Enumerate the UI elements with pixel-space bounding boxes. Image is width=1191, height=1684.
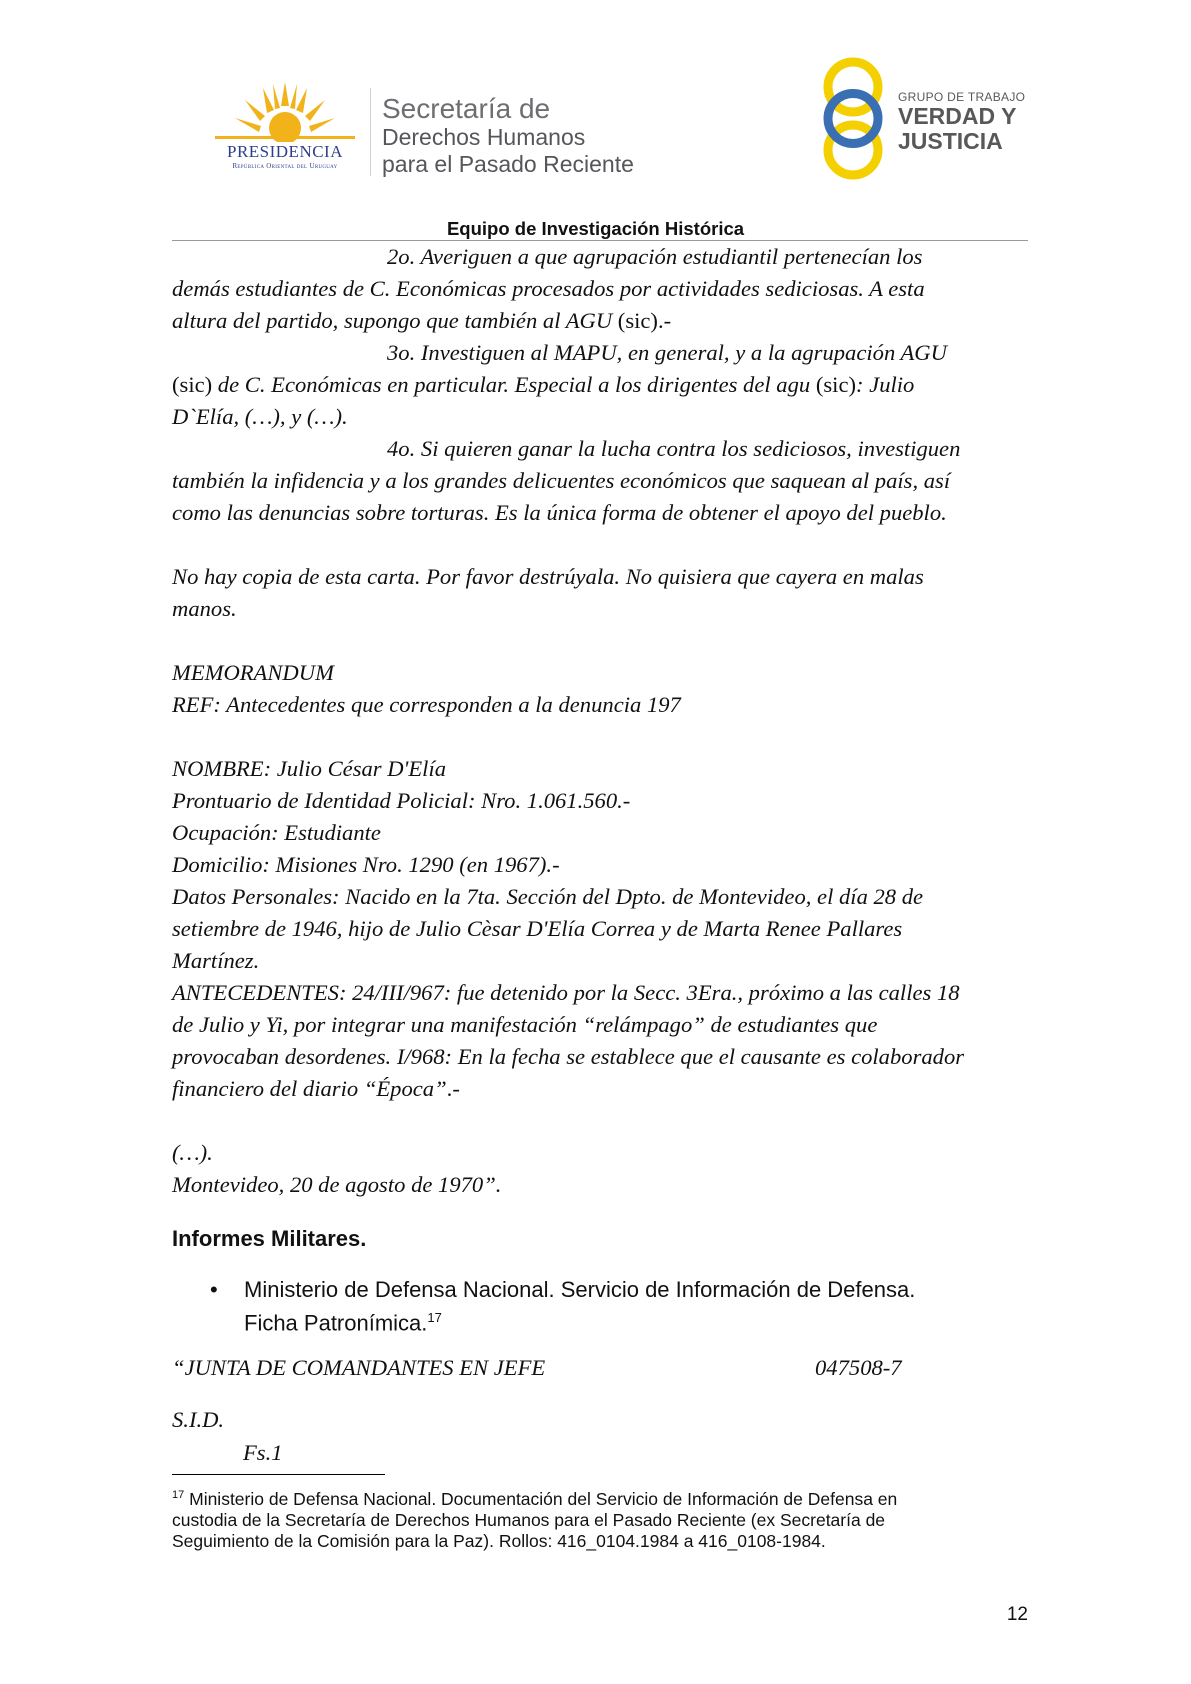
spacer [172, 1105, 1028, 1137]
antecedentes-line4-tail: .- [446, 1076, 460, 1101]
antecedentes-line2: de Julio y Yi, por integrar una manifestación “relámpago” de estudiantes que [172, 1012, 878, 1037]
item4-line1: 4o. Si quieren ganar la lucha contra los sediciosos, investiguen [387, 436, 961, 461]
footnote-line1 [172, 1485, 1028, 1510]
item3-line2-a: de C. Económicas en particular. Especial a los dirigentes del agu [212, 372, 816, 397]
datos-line1: Datos Personales: Nacido en la 7ta. Sección del Dpto. de Montevideo, el día 28 de [172, 884, 924, 909]
closing-line1: No hay copia de esta carta. Por favor destrúyala. No quisiera que cayera en malas [172, 564, 924, 589]
fs-label: Fs.1 [243, 1440, 283, 1465]
informes-heading: Informes Militares. [172, 1226, 367, 1251]
footnote [172, 1485, 1028, 1552]
footnote-line1-text: Ministerio de Defensa Nacional. Documentación del Servicio de Información de Defensa en [184, 1488, 898, 1509]
memorandum-place-date: Montevideo, 20 de agosto de 1970”. [172, 1172, 502, 1197]
secretaria-line2: Derechos Humanos [382, 124, 586, 150]
item3-line2-b: : Julio [856, 372, 915, 397]
item4-line2: también la infidencia y a los grandes delicuentes económicos que saquean al país, así [172, 468, 951, 493]
memorandum-ref: REF: Antecedentes que corresponden a la denuncia 197 [172, 692, 681, 717]
footnote-line2: custodia de la Secretaría de Derechos Humanos para el Pasado Reciente (ex Secretaría de [172, 1509, 886, 1530]
secretaria-logo [382, 94, 702, 178]
closing-line2: manos. [172, 596, 237, 621]
item2-line2: demás estudiantes de C. Económicas procesados por actividades sediciosas. A esta [172, 276, 925, 301]
spacer [172, 721, 1028, 753]
junta-line: “JUNTA DE COMANDANTES EN JEFE [172, 1355, 546, 1380]
antecedentes-line1: ANTECEDENTES: 24/III/967: fue detenido por la Secc. 3Era., próximo a las calles 18 [172, 980, 960, 1005]
memorandum-nombre: NOMBRE: Julio César D'Elía [172, 756, 447, 781]
presidencia-subtitle: República Oriental del Uruguay [232, 162, 338, 170]
header [0, 0, 1191, 240]
datos-line2: setiembre de 1946, hijo de Julio Cèsar D'Elía Correa y de Marta Renee Pallares [172, 916, 903, 941]
presidencia-name: PRESIDENCIA [226, 142, 343, 161]
datos-line3: Martínez. [172, 948, 260, 973]
presidencia-logo [205, 82, 365, 174]
junta-number: 047508-7 [815, 1355, 902, 1380]
item4-line3: como las denuncias sobre torturas. Es la única forma de obtener el apoyo del pueblo. [172, 500, 947, 525]
memorandum-ocupacion: Ocupación: Estudiante [172, 820, 381, 845]
footnote-number: 17 [172, 1489, 185, 1501]
antecedentes-line3: provocaban desordenes. I/968: En la fecha se establece que el causante es colaborador [172, 1044, 965, 1069]
memorandum-prontuario: Prontuario de Identidad Policial: Nro. 1.061.560.- [172, 788, 631, 813]
spacer [172, 625, 1028, 657]
item2-line3-text: altura del partido, supongo que también al AGU [172, 308, 613, 333]
letter-body [172, 241, 1028, 1201]
item2-line3 [172, 305, 1028, 337]
item3-sic-1: (sic) [172, 372, 213, 397]
bullet-line2 [244, 1304, 1028, 1337]
bullet-text [244, 1276, 1028, 1337]
spacer [172, 529, 1028, 561]
secretaria-line1: Secretaría de [382, 93, 551, 124]
sid-label: S.I.D. [172, 1407, 225, 1432]
interlocked-rings-icon [818, 56, 888, 181]
verdad-justicia-logo [818, 56, 1048, 181]
footnote-ref-17[interactable]: 17 [427, 1310, 442, 1325]
antecedentes-line4 [172, 1073, 1028, 1105]
item2-line1: 2o. Averiguen a que agrupación estudiantil pertenecían los [387, 244, 923, 269]
memorandum-ellipsis: (…). [172, 1140, 213, 1165]
page-header-title: Equipo de Investigación Histórica [446, 218, 745, 239]
item3-line1: 3o. Investiguen al MAPU, en general, y a la agrupación AGU [387, 340, 947, 365]
page-number: 12 [1006, 1604, 1028, 1625]
grupo-line3: JUSTICIA [898, 128, 1003, 154]
grupo-line1: GRUPO DE TRABAJO [898, 90, 1026, 104]
antecedentes-line4-text: financiero del diario “Época” [172, 1076, 447, 1101]
sun-emblem-icon [205, 82, 365, 142]
secretaria-line3: para el Pasado Reciente [382, 151, 634, 177]
memorandum-domicilio: Domicilio: Misiones Nro. 1290 (en 1967).- [172, 852, 560, 877]
item3-line2 [172, 369, 1028, 401]
item3-sic-2: (sic) [815, 372, 856, 397]
bullet-line1: Ministerio de Defensa Nacional. Servicio de Información de Defensa. [244, 1277, 916, 1302]
footnote-rule [172, 1474, 385, 1475]
item3-line3: D`Elía, (…), y (…). [172, 404, 348, 429]
bullet-dot-icon: • [210, 1277, 218, 1302]
footnote-line3: Seguimiento de la Comisión para la Paz). Rollos: 416_0104.1984 a 416_0108-1984. [172, 1530, 826, 1551]
logo-divider [370, 88, 371, 176]
item2-sic: (sic).- [612, 308, 672, 333]
memorandum-title: MEMORANDUM [172, 660, 334, 685]
grupo-line2: VERDAD Y [898, 103, 1017, 129]
bullet-line2-text: Ficha Patronímica. [244, 1310, 428, 1336]
